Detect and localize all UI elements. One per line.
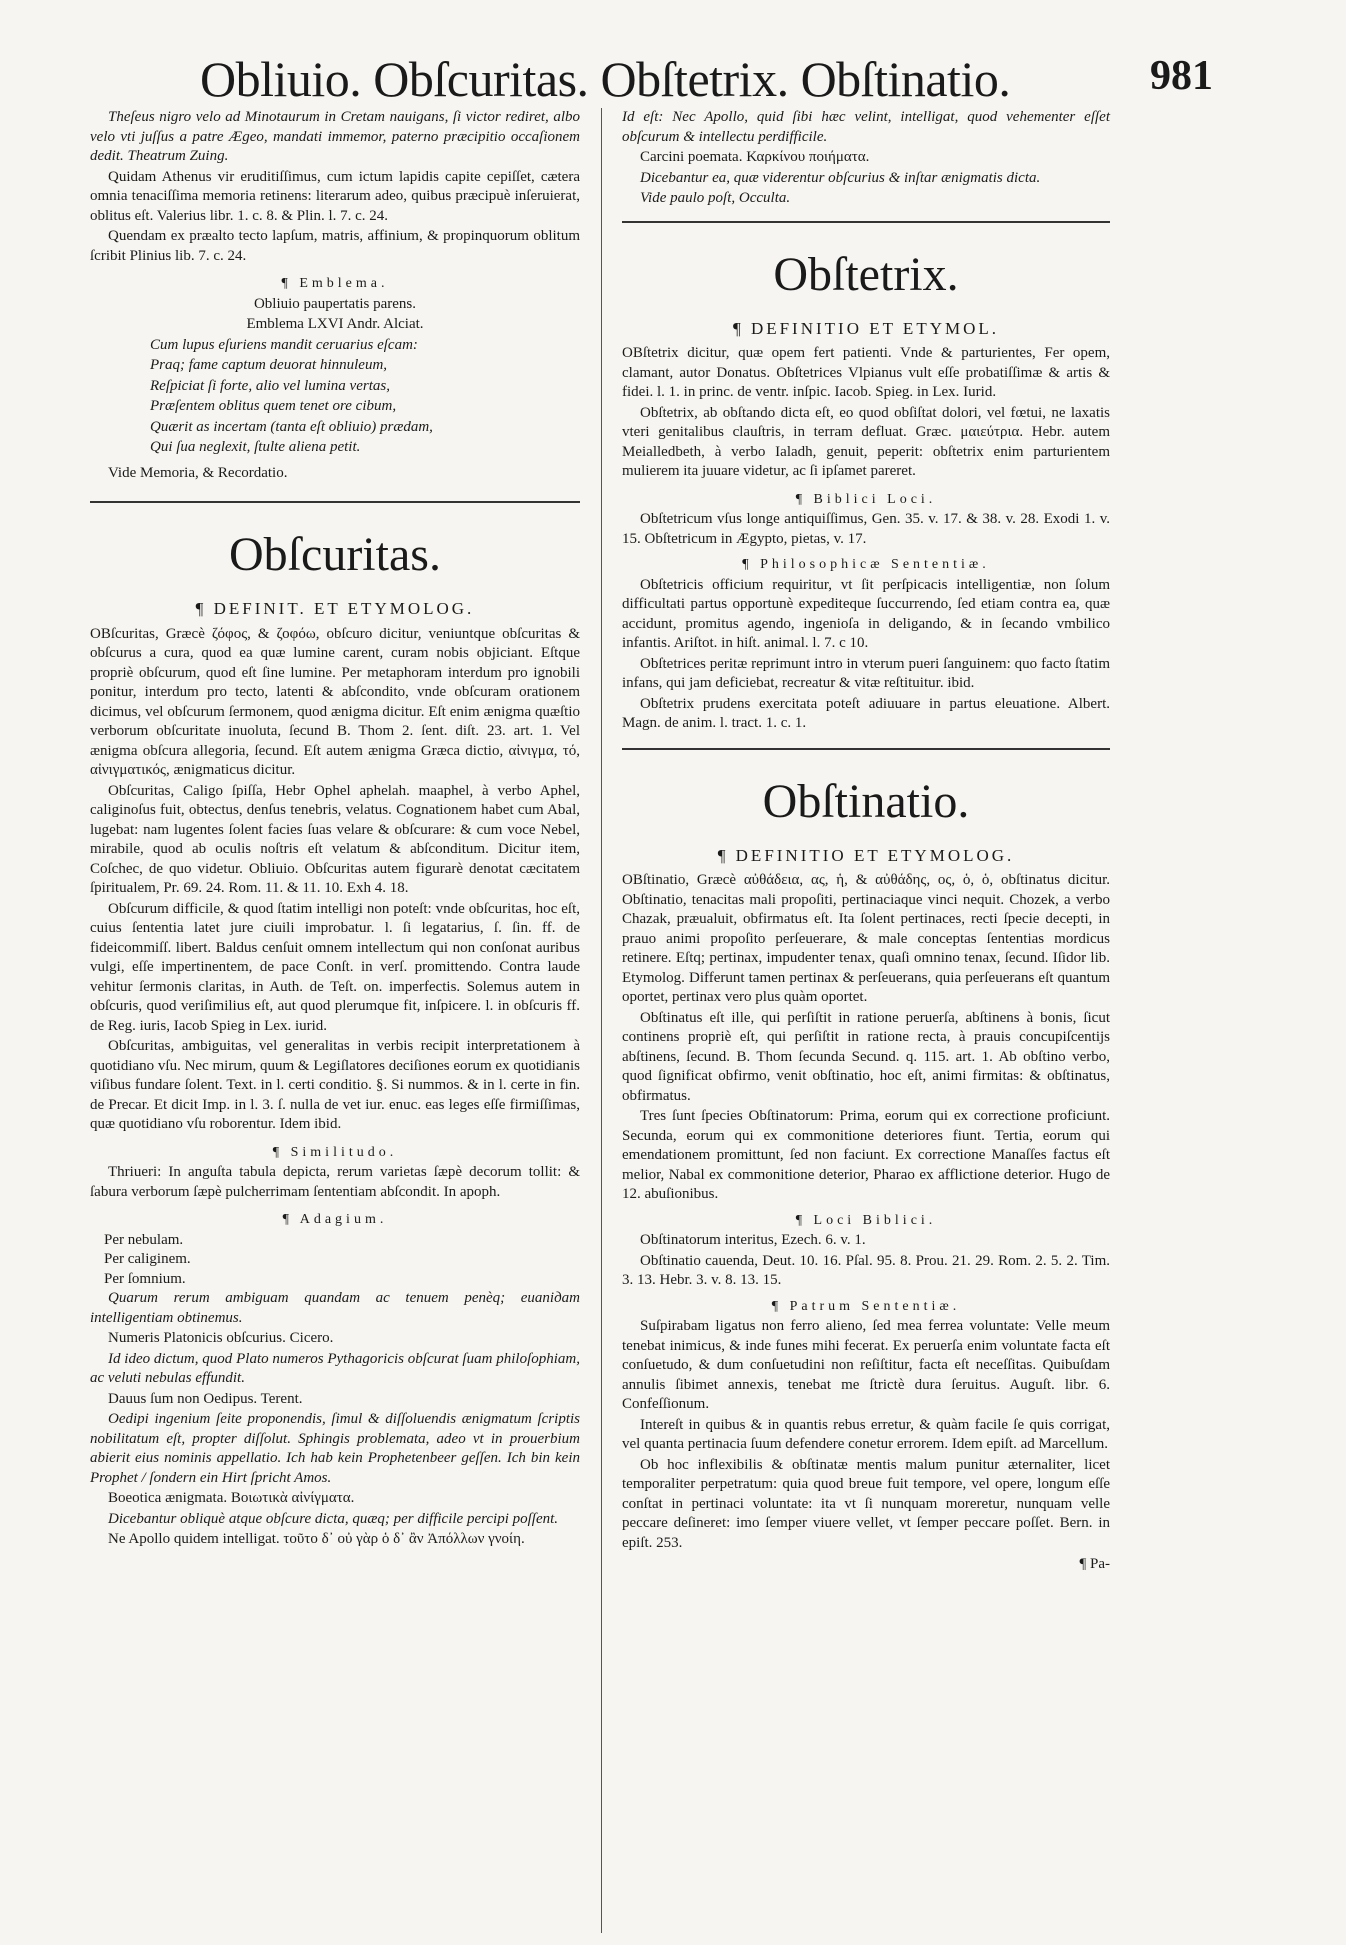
section-rule: [622, 221, 1110, 223]
definit-heading: ¶ DEFINIT. ET ETYMOLOG.: [195, 599, 475, 618]
paragraph: Obſcuritas, Caligo ſpiſſa, Hebr Ophel aphelah. maaphel, à verbo Aphel, caliginoſus fuit, obtectus, denſus tenebris, velatus. Cognationem habet cum Abal, lugebat: nam lugentes ſolent facies ſuas velare & obſcurare: & cum voce Nebel, mirabile, quod ab oculis noſtris eſt velatum & abſconditum. Dicitur item, Coſchec, de quo videtur. Obliuio. Obſcuritas autem figurarè denotat cæcitatem ſpiritualem, Pr. 69. 24. Rom. 11. & 11. 10. Exh 4. 18.: [90, 782, 580, 896]
paragraph: Obſtinatio cauenda, Deut. 10. 16. Pſal. 95. 8. Prou. 21. 29. Rom. 2. 5. 2. Tim. 3. 13. Hebr. 3. v. 8. 13. 15.: [622, 1252, 1110, 1288]
similitudo-heading: ¶ Similitudo.: [272, 1144, 398, 1160]
emblema-heading: ¶ Emblema.: [281, 276, 389, 291]
right-column: [622, 108, 1110, 1576]
left-column: [90, 108, 580, 1551]
page-number: 981: [1150, 53, 1213, 99]
paragraph: Ne Apollo quidem intelligat. τοῦτο δ᾽ οὐ γὰρ ὁ δ᾽ ἂν Ἀπόλλων γνοίη.: [108, 1531, 525, 1547]
biblici-heading: ¶ Biblici Loci.: [795, 491, 937, 507]
running-head: Obliuio. Obſcuritas. Obſtetrix. Obſtinatio.: [200, 51, 1011, 107]
section-title-obstinatio: Obſtinatio.: [762, 774, 970, 828]
verse-line: Qui ſua neglexit, ſtulte aliena petit.: [150, 439, 361, 455]
paragraph: Quarum rerum ambiguam quandam ac tenuem penèq; euaniдam intelligentiam obtinemus.: [90, 1290, 580, 1326]
adagium-line: Per caliginem.: [104, 1251, 191, 1267]
paragraph: Quidam Athenus vir eruditiſſimus, cum ictum lapidis capite cepiſſet, cætera omnia tenaciſſima memoria retinens: literarum adeo, quibus præcipuè inſeruierat, oblitus eſt. Valerius libr. 1. c. 8. & Plin. l. 7. c. 24.: [90, 168, 580, 224]
paragraph: Theſeus nigro velo ad Minotaurum in Cretam nauigans, ſi victor rediret, albo velo vti juſſus a patre Ægeo, mandati immemor, paterno præcipitio occaſionem dedit. Theatrum Zuing.: [90, 109, 580, 164]
cross-reference: Vide Memoria, & Recordatio.: [108, 464, 288, 481]
paragraph: Obſtinatus eſt ille, qui perſiſtit in ratione peruerſa, abſtinens à bonis, ſicut continens propriè eſt, qui perſiſtit in ratione recta, à prauis concupiſcentijs abſtinens, ſecund. B. Thom ſecunda Secund. q. 115. art. 1. Ab obſtino verbo, quod ſignificat obfirmo, venit obſtinatio, hoc eſt, animi firmitas: & obſtinatus, obfirmatus.: [622, 1009, 1110, 1104]
paragraph: Intereſt in quibus & in quantis rebus erretur, & quàm facile ſe quis corrigat, vel quanta pertinacia ſuum defendere conetur errorem. Idem epiſt. ad Marcellum.: [622, 1416, 1110, 1452]
cross-reference: Vide paulo poſt, Occulta.: [640, 190, 791, 206]
verse-line: Cum lupus eſuriens mandit ceruarius eſcam:: [150, 336, 418, 353]
paragraph: OBſcuritas, Græcè ζόφος, & ζοφόω, obſcuro dicitur, veniuntque obſcuritas & obſcurus a cura, quod ea quæ lumine carent, curam nobis objiciant. Eſtque propriè obſcurum, quod eſt ſine lumine. Per metaphoram interdum pro ignobili ponitur, interdum pro tecto, latenti & abſcondito, vnde obſcuram orationem dicimus, vel obſcurum ſermonem, quod ænigma dicitur. Eſt enim ænigma quæſtio verborum obſcuritate inuoluta, ſecund B. Thom 2. ſent. diſt. 23. art. 1. Vel ænigma obſcura allegoria, ſecund. Eſt autem ænigma Græca dictio, αἰνιγμα, τό, αἰνιγματικός, ænigmaticus dicitur.: [90, 625, 580, 778]
verse-line: Quærit as incertam (tanta eſt obliuio) prædam,: [150, 418, 433, 435]
emblema-line: Obliuio paupertatis parens.: [253, 295, 417, 312]
paragraph: Obſtetricum vſus longe antiquiſſimus, Gen. 35. v. 17. & 38. v. 28. Exodi 1. v. 15. Obſtetricum in Ægypto, pietas, v. 17.: [622, 511, 1110, 547]
paragraph: Carcini poemata. Καρκίνου ποιήματα.: [640, 149, 870, 165]
catchword: ¶ Pa-: [1079, 1556, 1110, 1572]
adagium-line: Per ſomnium.: [104, 1270, 186, 1287]
definitio-heading: ¶ DEFINITIO ET ETYMOL.: [732, 318, 1000, 338]
paragraph: Obſcurum difficile, & quod ſtatim intelligi non poteſt: vnde obſcuritas, hoc eſt, cuius ſententia latet jure ciuili improbatur. l. ſi legatarius, ſ. ſin. ff. de fideicommiſſ. libert. Baldus cenſuit omnem intellectum qui non conſonat auribus vulgi, eſſe impertinentem, de pace Conſt. in verſ. promittendo. Contra laude vehitur ſermonis claritas, in Auth. de Teſt. on. imperfectis. Solemus autem in obſcuris, quod veriſimilius eſt, aut quod plerumque fit, inſpicere. l. in obſcuris ff. de Reg. iuris, Iacob Spieg in Lex. iurid.: [90, 900, 580, 1034]
paragraph: Id ideo dictum, quod Plato numeros Pythagoricis obſcurat ſuam philoſophiam, ac veluti nebulas effundit.: [90, 1350, 580, 1386]
loci-biblici-heading: ¶ Loci Biblici.: [795, 1212, 937, 1228]
definitio-heading: ¶ DEFINITIO ET ETYMOLOG.: [717, 845, 1015, 865]
verse-line: Praq; fame captum deuorat hinnuleum,: [150, 357, 388, 373]
paragraph: OBſtinatio, Græcè αὐθάδεια, ας, ἡ, & αὐθάδης, ος, ὁ, ὁ, obſtinatus dicitur. Obſtinatio, tenacitas mali propoſiti, pertinaciaque vinci nequit. Chozek, a verbo Chazak, præualuit, obfirmatus eſt. Ita ſolent pertinaces, recti ſpecie decepti, in prauo animi propoſito perſeuerare, & male conceptas ſententias mordicus retinere. Eſtq; pertinax, impudenter tenax, quaſi omnino tenax, ſecund. Iſidor lib. Etymolog. Differunt tamen pertinax & perſeuerans, quia perſeuerans eſt quantum oportet, pertinax vero plus quàm oportet.: [622, 872, 1110, 1005]
paragraph: Obſtetrix, ab obſtando dicta eſt, eo quod obſiſtat dolori, vel fœtui, ne laxatis vteri genitalibus clauſtris, in terram defluat. Græc. μαιεύτρια. Hebr. autem Meialledbeth, à verbo Ialadh, genuit, peperit: obſtetrix enim parturientem mulierem ita juuare videtur, ac ſi ipſamet pareret.: [622, 404, 1110, 479]
adagium-heading: ¶ Adagium.: [282, 1212, 388, 1227]
paragraph: Oedipi ingenium ſeite proponendis, ſimul & diſſoluendis ænigmatum ſcriptis nobilitatum eſt, propter diſſolut. Sphingis problemata, adeo vt in prouerbium abierit eius nominis appellatio. Ich hab kein Prophetenbeer geſſen. Ich bin kein Prophet / ſondern ein Hirt ſpricht Amos.: [90, 1411, 580, 1486]
paragraph: Obſtinatorum interitus, Ezech. 6. v. 1.: [640, 1232, 866, 1248]
paragraph: Obſtetrices peritæ reprimunt intro in vterum pueri ſanguinem: quo facto ſtatim infans, qui jam deficiebat, recreatur & vitæ reſtituitur. ibid.: [622, 655, 1110, 691]
paragraph: Dicebantur ea, quæ viderentur obſcurius & inſtar ænigmatis dicta.: [640, 169, 1041, 186]
paragraph: Dauus ſum non Oedipus. Terent.: [108, 1390, 303, 1407]
paragraph: Thriueri: In anguſta tabula depicta, rerum varietas ſæpè decorum tollit: & ſabura verborum ſæpè pulcherrimam ſententiam abſcondit. In apoph.: [90, 1164, 580, 1200]
verse-line: Præſentem oblitus quem tenet ore cibum,: [150, 398, 397, 414]
philosophicae-heading: ¶ Philosophicæ Sententiæ.: [742, 557, 990, 572]
section-title-obstetrix: Obſtetrix.: [773, 247, 959, 301]
section-rule: [90, 501, 580, 503]
paragraph: OBſtetrix dicitur, quæ opem fert patienti. Vnde & parturientes, Fer opem, clamant, autor Donatus. Obſtetrices Vlpianus vult eſſe probatiſſimæ & artis & fidei. l. 1. in princ. de ventr. inſpic. Iacob. Spieg. in Lex. Iurid.: [622, 345, 1110, 400]
section-title-obscuritas: Obſcuritas.: [229, 528, 441, 581]
verse-line: Reſpiciat ſi forte, alio vel lumina vertas,: [150, 377, 390, 394]
paragraph: Obſcuritas, ambiguitas, vel generalitas in verbis recipit interpretationem à quotidiano vſu. Nec mirum, quum & Legiſlatores deciſiones eorum ex quotidianis viſibus fundare ſolent. Text. in l. certi conditio. §. Si nummos. & in l. certe in fin. de Precar. Et dicit Imp. in l. 3. ſ. nulla de vet iur. enuc. eas leges eſſe firmiſſimas, quæ quotidiano vſu roborentur. Idem ibid.: [90, 1038, 580, 1132]
paragraph: Numeris Platonicis obſcurius. Cicero.: [108, 1330, 334, 1346]
paragraph: Tres ſunt ſpecies Obſtinatorum: Prima, eorum qui ex correctione proficiunt. Secunda, eorum qui ex commonitione deteriores fiunt. Tertia, eorum qui emendationem promittunt, ſed non faciunt. Ex correctione Manaſſes factus eſt melior, Nabal ex commonitione deterior, Pharao ex afflictione deterior. Hugo de 12. abuſionibus.: [622, 1108, 1110, 1202]
paragraph: Ob hoc inflexibilis & obſtinatæ mentis malum punitur æternaliter, licet temporaliter perpetratum: quia quod breue fuit tempore, vel opere, longum eſſe conſtat in pertinaci voluntate: ita vt ſi nunquam moreretur, nunquam velle peccare deſineret: imo ſemper viuere vellet, vt ſemper peccare poſſet. Bern. in epiſt. 253.: [622, 1456, 1110, 1551]
paragraph: Obſtetrix prudens exercitata poteſt adiuuare in partus eleuatione. Albert. Magn. de anim. l. tract. 1. c. 1.: [622, 695, 1110, 731]
column-divider: [601, 108, 602, 1933]
emblema-line: Emblema LXVI Andr. Alciat.: [246, 316, 424, 332]
paragraph: Suſpirabam ligatus non ferro alieno, ſed mea ferrea voluntate: Velle meum tenebat inimicus, & inde funes mihi fecerat. Ex peruerſa enim voluntate facta eſt conſuetudo, & dum conſuetudini non reſiſtitur, facta eſt neceſſitas. Quibuſdam annulis ſibimet annexis, tenebat me ſtrictè dura ſeruitus. Auguſt. libr. 6. Confeſſionum.: [622, 1318, 1110, 1412]
section-rule: [622, 748, 1110, 750]
adagium-line: Per nebulam.: [104, 1231, 184, 1248]
paragraph: Boeotica ænigmata. Βοιωτικὰ αἰνίγματα.: [108, 1490, 355, 1506]
patrum-heading: ¶ Patrum Sententiæ.: [771, 1298, 961, 1314]
paragraph: Quendam ex præalto tecto lapſum, matris, affinium, & propinquorum oblitum ſcribit Plinius lib. 7. c. 24.: [90, 228, 580, 264]
paragraph: Dicebantur obliquè atque obſcure dicta, quæq; per difficile percipi poſſent.: [108, 1510, 559, 1527]
paragraph: Id eſt: Nec Apollo, quid ſibi hæc velint, intelligat, quod vehementer eſſet obſcurum & intellectu perdifficile.: [622, 109, 1110, 145]
paragraph: Obſtetricis officium requiritur, vt ſit perſpicacis intelligentiæ, non ſolum difficultati partus opportunè expediteque ſuccurrendo, ſed etiam contra ea, quæ accidunt, promitus agendo, ingenioſa in deligando, & in ſecando vmbilico infantis. Ariſtot. in hiſt. animal. l. 7. c 10.: [622, 576, 1110, 651]
emblema-verses: [90, 336, 580, 458]
